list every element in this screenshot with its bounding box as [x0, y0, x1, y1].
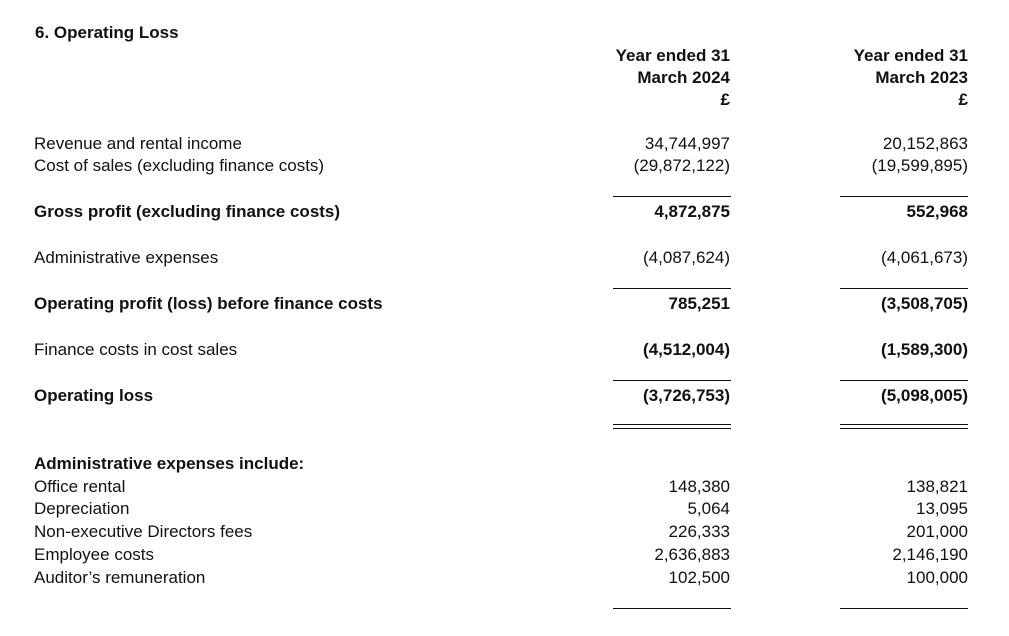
breakdown-item-label: Auditor’s remuneration	[34, 568, 206, 587]
operating-loss-label: Operating loss	[34, 386, 154, 405]
breakdown-item-current: 2,636,883	[654, 545, 730, 564]
revenue-current: 34,744,997	[644, 134, 730, 153]
breakdown-item-label: Office rental	[34, 477, 126, 496]
operating-loss-prior: (5,098,005)	[881, 386, 968, 405]
gross-profit-current: 4,872,875	[654, 202, 730, 221]
prior-year-header-line1: Year ended 31	[853, 46, 968, 65]
prior-year-header-line2: March 2023	[875, 68, 968, 87]
prior-year-currency: £	[958, 90, 968, 109]
subtotal-rule	[840, 288, 968, 289]
breakdown-item-label: Employee costs	[34, 545, 154, 564]
finance-costs-prior: (1,589,300)	[881, 340, 968, 359]
admin-expenses-current: (4,087,624)	[643, 248, 730, 267]
cost-of-sales-prior: (19,599,895)	[871, 156, 968, 175]
breakdown-item-current: 148,380	[668, 477, 730, 496]
subtotal-rule	[840, 196, 968, 197]
current-year-header-line2: March 2024	[637, 68, 730, 87]
finance-costs-label: Finance costs in cost sales	[34, 340, 238, 359]
revenue-label: Revenue and rental income	[34, 134, 242, 153]
breakdown-item-prior: 13,095	[916, 499, 968, 518]
operating-profit-prior: (3,508,705)	[881, 294, 968, 313]
admin-breakdown-heading: Administrative expenses include:	[34, 454, 305, 473]
operating-profit-label: Operating profit (loss) before finance costs	[34, 294, 383, 313]
breakdown-item-current: 226,333	[668, 522, 730, 541]
subtotal-rule	[613, 288, 731, 289]
admin-expenses-label: Administrative expenses	[34, 248, 219, 267]
cost-of-sales-label: Cost of sales (excluding finance costs)	[34, 156, 325, 175]
breakdown-item-prior: 201,000	[906, 522, 968, 541]
breakdown-item-prior: 100,000	[906, 568, 968, 587]
total-double-rule	[613, 424, 731, 429]
breakdown-item-prior: 2,146,190	[892, 545, 968, 564]
breakdown-item-label: Non-executive Directors fees	[34, 522, 253, 541]
revenue-prior: 20,152,863	[882, 134, 968, 153]
current-year-currency: £	[720, 90, 730, 109]
note-title: 6. Operating Loss	[35, 23, 179, 42]
gross-profit-label: Gross profit (excluding finance costs)	[34, 202, 341, 221]
total-double-rule	[840, 424, 968, 429]
admin-expenses-prior: (4,061,673)	[881, 248, 968, 267]
subtotal-rule	[840, 608, 968, 609]
finance-costs-current: (4,512,004)	[643, 340, 730, 359]
breakdown-item-current: 102,500	[668, 568, 730, 587]
cost-of-sales-current: (29,872,122)	[633, 156, 730, 175]
subtotal-rule	[840, 380, 968, 381]
breakdown-item-prior: 138,821	[906, 477, 968, 496]
current-year-header-line1: Year ended 31	[615, 46, 730, 65]
subtotal-rule	[613, 608, 731, 609]
subtotal-rule	[613, 380, 731, 381]
gross-profit-prior: 552,968	[906, 202, 968, 221]
subtotal-rule	[613, 196, 731, 197]
operating-profit-current: 785,251	[668, 294, 730, 313]
breakdown-item-label: Depreciation	[34, 499, 130, 518]
breakdown-item-current: 5,064	[687, 499, 730, 518]
operating-loss-current: (3,726,753)	[643, 386, 730, 405]
